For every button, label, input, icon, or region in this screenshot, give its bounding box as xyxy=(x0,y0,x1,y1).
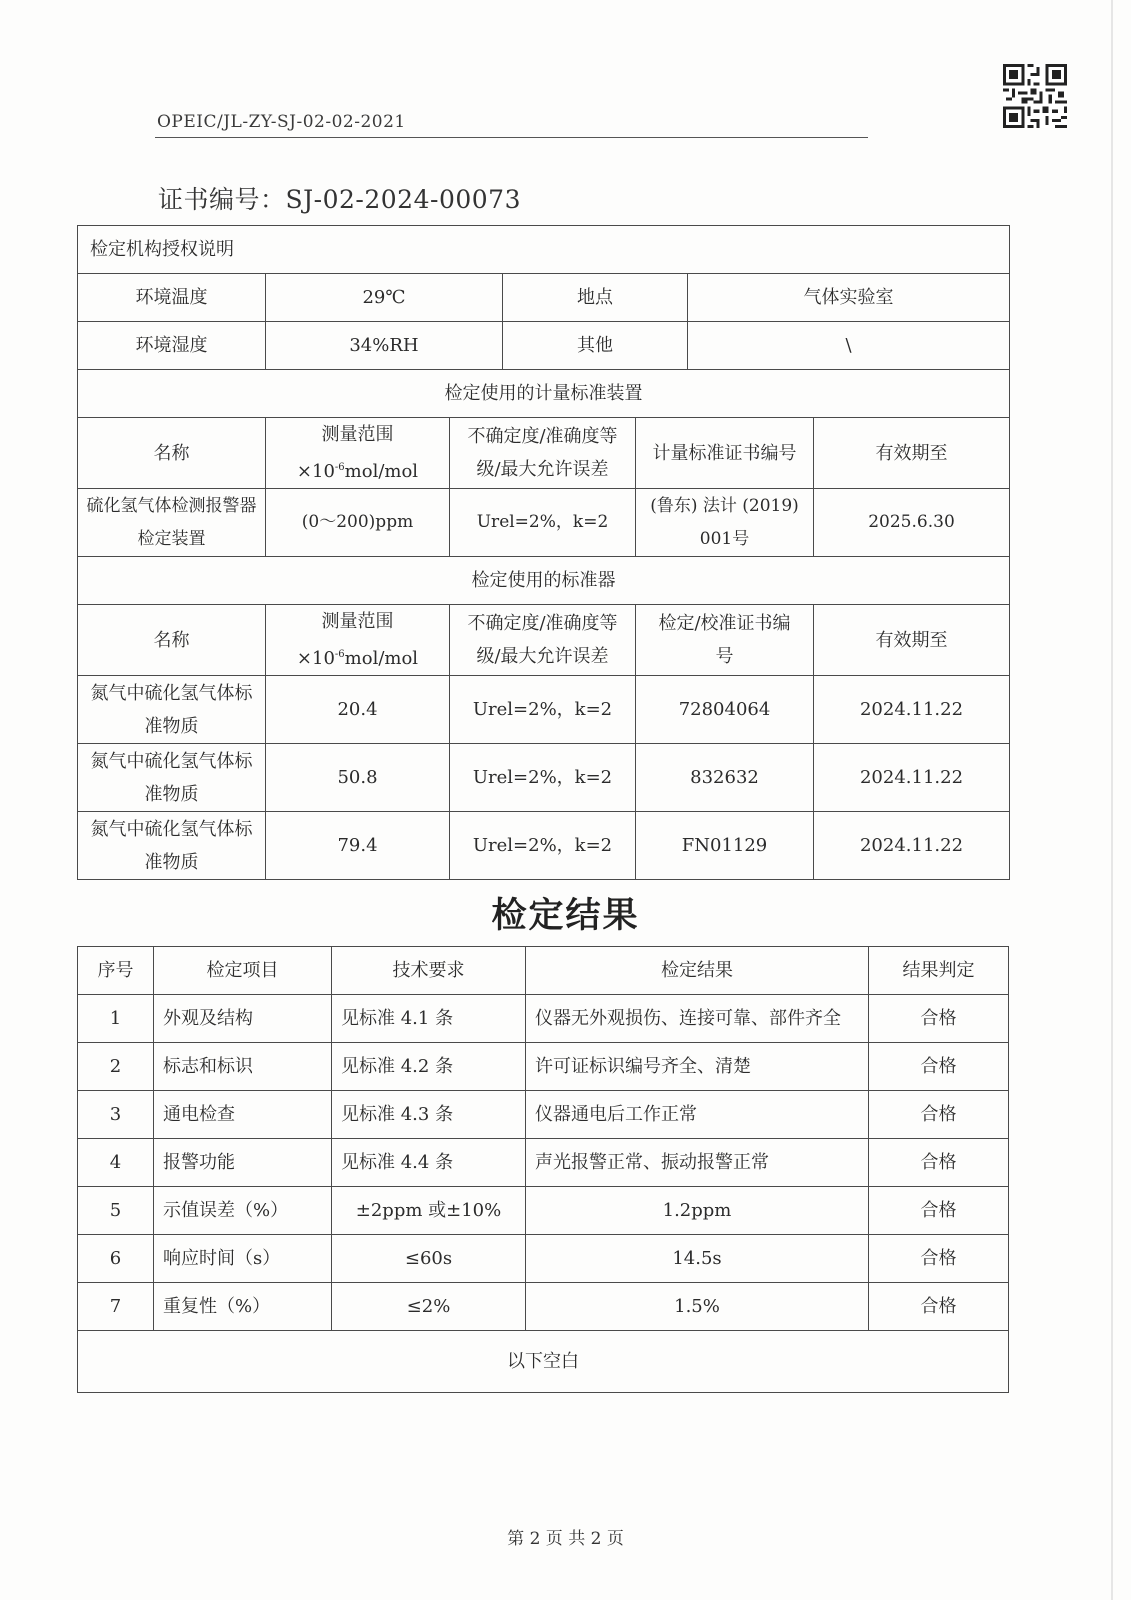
std-ref-cert: FN01129 xyxy=(636,812,814,880)
std-device-range: (0～200)ppm xyxy=(266,489,450,557)
table-row xyxy=(78,995,1009,1043)
certificate-number: SJ-02-2024-00073 xyxy=(285,185,521,214)
verification-conditions-table xyxy=(77,225,1010,880)
std-device-uncertainty: Urel=2%，k=2 xyxy=(450,489,636,557)
document-code: OPEIC/JL-ZY-SJ-02-02-2021 xyxy=(157,112,406,132)
std-ref-name: 氮气中硫化氢气体标 准物质 xyxy=(78,744,266,812)
std-ref-valid: 2024.11.22 xyxy=(814,676,1010,744)
row-requirement: 见标准 4.1 条 xyxy=(332,995,526,1043)
std-ref-valid: 2024.11.22 xyxy=(814,744,1010,812)
verification-results-table xyxy=(77,946,1009,1393)
row-requirement: ±2ppm 或±10% xyxy=(332,1187,526,1235)
header-no: 序号 xyxy=(78,947,154,995)
row-item: 外观及结构 xyxy=(154,995,332,1043)
row-result: 1.2ppm xyxy=(526,1187,869,1235)
std-ref-header-name: 名称 xyxy=(78,605,266,676)
authorization-note: 检定机构授权说明 xyxy=(78,226,1010,274)
table-row xyxy=(78,1091,1009,1139)
certificate-number-line xyxy=(158,180,521,216)
header-rule xyxy=(155,137,868,138)
row-no: 2 xyxy=(78,1043,154,1091)
std-ref-header-uncertainty: 不确定度/准确度等 级/最大允许误差 xyxy=(450,605,636,676)
table-row xyxy=(78,1283,1009,1331)
row-verdict: 合格 xyxy=(869,1187,1009,1235)
header-result: 检定结果 xyxy=(526,947,869,995)
std-device-valid: 2025.6.30 xyxy=(814,489,1010,557)
row-no: 3 xyxy=(78,1091,154,1139)
row-result: 1.5% xyxy=(526,1283,869,1331)
results-title: 检定结果 xyxy=(491,896,640,936)
std-ref-header-valid: 有效期至 xyxy=(814,605,1010,676)
std-device-header-cert: 计量标准证书编号 xyxy=(636,418,814,489)
table-row xyxy=(78,1043,1009,1091)
header-requirement: 技术要求 xyxy=(332,947,526,995)
row-item: 示值误差（%） xyxy=(154,1187,332,1235)
results-header-row xyxy=(78,947,1009,995)
std-ref-valid: 2024.11.22 xyxy=(814,812,1010,880)
row-item: 通电检查 xyxy=(154,1091,332,1139)
row-item: 报警功能 xyxy=(154,1139,332,1187)
row-no: 4 xyxy=(78,1139,154,1187)
std-ref-range: 20.4 xyxy=(266,676,450,744)
std-ref-name: 氮气中硫化氢气体标 准物质 xyxy=(78,812,266,880)
row-verdict: 合格 xyxy=(869,1283,1009,1331)
row-result: 许可证标识编号齐全、清楚 xyxy=(526,1043,869,1091)
std-ref-header-range: 测量范围 $\times 10^{-6}mol$/mol xyxy=(266,605,450,676)
std-device-header-name: 名称 xyxy=(78,418,266,489)
table-row xyxy=(78,1235,1009,1283)
location-label: 地点 xyxy=(503,274,688,322)
row-requirement: 见标准 4.3 条 xyxy=(332,1091,526,1139)
blank-note-row xyxy=(78,1331,1009,1393)
range-header-line2: $\times 10^{-6}mol$/mol xyxy=(296,461,419,482)
row-verdict: 合格 xyxy=(869,1091,1009,1139)
row-item: 标志和标识 xyxy=(154,1043,332,1091)
std-ref-uncertainty: Urel=2%，k=2 xyxy=(450,812,636,880)
std-ref-range: 79.4 xyxy=(266,812,450,880)
table-row xyxy=(78,744,1010,812)
page-number: 第 2 页 共 2 页 xyxy=(507,1529,624,1549)
standard-device-section-title: 检定使用的计量标准装置 xyxy=(78,370,1010,418)
row-no: 5 xyxy=(78,1187,154,1235)
blank-note: 以下空白 xyxy=(78,1331,1009,1393)
row-result: 仪器通电后工作正常 xyxy=(526,1091,869,1139)
std-ref-range: 50.8 xyxy=(266,744,450,812)
other-value: \ xyxy=(688,322,1010,370)
row-requirement: ≤60s xyxy=(332,1235,526,1283)
row-requirement: ≤2% xyxy=(332,1283,526,1331)
row-no: 1 xyxy=(78,995,154,1043)
location-value: 气体实验室 xyxy=(688,274,1010,322)
row-verdict: 合格 xyxy=(869,1043,1009,1091)
row-result: 14.5s xyxy=(526,1235,869,1283)
range-header-line1: 测量范围 xyxy=(321,424,394,445)
std-ref-cert: 832632 xyxy=(636,744,814,812)
std-device-cert: (鲁东) 法计 (2019) 001号 xyxy=(636,489,814,557)
std-ref-uncertainty: Urel=2%，k=2 xyxy=(450,676,636,744)
page-edge-line xyxy=(1111,0,1113,1600)
row-result: 仪器无外观损伤、连接可靠、部件齐全 xyxy=(526,995,869,1043)
row-no: 7 xyxy=(78,1283,154,1331)
row-verdict: 合格 xyxy=(869,1139,1009,1187)
row-item: 响应时间（s） xyxy=(154,1235,332,1283)
std-ref-header-cert: 检定/校准证书编 号 xyxy=(636,605,814,676)
humidity-value: 34%RH xyxy=(266,322,503,370)
table-row xyxy=(78,1139,1009,1187)
row-verdict: 合格 xyxy=(869,995,1009,1043)
other-label: 其他 xyxy=(503,322,688,370)
table-row xyxy=(78,1187,1009,1235)
header-item: 检定项目 xyxy=(154,947,332,995)
temperature-label: 环境温度 xyxy=(78,274,266,322)
row-requirement: 见标准 4.2 条 xyxy=(332,1043,526,1091)
temperature-value: 29℃ xyxy=(266,274,503,322)
row-no: 6 xyxy=(78,1235,154,1283)
std-ref-cert: 72804064 xyxy=(636,676,814,744)
humidity-label: 环境湿度 xyxy=(78,322,266,370)
std-device-header-range xyxy=(266,418,450,489)
row-result: 声光报警正常、振动报警正常 xyxy=(526,1139,869,1187)
std-device-header-uncertainty: 不确定度/准确度等 级/最大允许误差 xyxy=(450,418,636,489)
table-row xyxy=(78,676,1010,744)
std-device-header-valid: 有效期至 xyxy=(814,418,1010,489)
table-row xyxy=(78,812,1010,880)
qr-code-icon xyxy=(1003,64,1067,128)
header-verdict: 结果判定 xyxy=(869,947,1009,995)
std-ref-name: 氮气中硫化氢气体标 准物质 xyxy=(78,676,266,744)
row-verdict: 合格 xyxy=(869,1235,1009,1283)
standard-reference-section-title: 检定使用的标准器 xyxy=(78,557,1010,605)
row-item: 重复性（%） xyxy=(154,1283,332,1331)
row-requirement: 见标准 4.4 条 xyxy=(332,1139,526,1187)
certificate-label: 证书编号： xyxy=(158,185,286,214)
std-device-name: 硫化氢气体检测报警器 检定装置 xyxy=(78,489,266,557)
std-ref-uncertainty: Urel=2%，k=2 xyxy=(450,744,636,812)
